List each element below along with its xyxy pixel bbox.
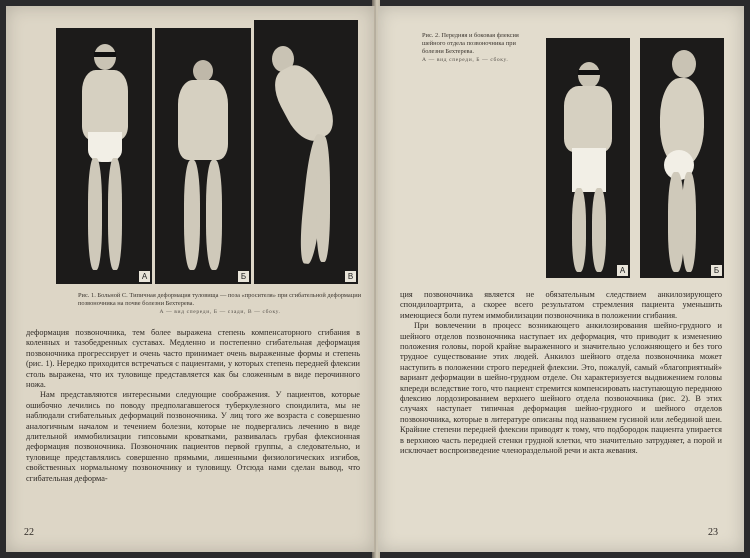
right-paragraph-1: ция позвоночника является не обязательным следствием анкилозирующего спондилоартрита, а скорее всего результатом стремления пациента уменьшить имеющиеся боли путем иммобилизации позвоночника в положении сгибания.	[400, 290, 722, 320]
figure1-label-a: А	[139, 271, 150, 282]
figure2-photo-side	[640, 38, 724, 278]
right-body-text	[400, 290, 722, 457]
figure1-photo-back	[155, 28, 251, 284]
figure1-caption-text: Рис. 1. Больной С. Типичная деформация туловища — поза «просителя» при сгибательной деформации позвоночника на почве болезни Бехтерева.	[78, 292, 362, 307]
figure1-caption-views: А — вид спереди, Б — сзади, В — сбоку.	[159, 309, 281, 315]
figure1-photo-front	[56, 28, 152, 284]
figure2-caption-views: А — вид спереди, Б — сбоку.	[422, 57, 509, 63]
left-page	[6, 6, 375, 552]
figure2-photo-front	[546, 38, 630, 278]
figure1-label-c: В	[345, 271, 356, 282]
right-paragraph-2: При вовлечении в процесс возникающего анкилозирования шейно-грудного и шейного отделов позвоночника наступает их деформация, что приводит к изменению положения головы, порой крайне выраженного и значительно усложняющего и без того трудное существование этих людей. Анкилоз шейного отдела позвоночника может наступить в положении строго передней флексии. Это, пожалуй, самый «благоприятный» вариант деформации в шейно-грудном отделе. Он характеризуется выдвижением головы кпереди вследствие того, что пациент стремится компенсировать наступающую переднюю флексию лордозированием верхнего шейного отдела позвоночника (рис. 2). В этих случаях наступает типичная деформация шейно-грудного и шейного отделов позвоночника, которые в литературе описаны под названием гусиной или лебединой шеи. Крайние степени передней флексии приводят к тому, что подбородок пациента упирается в верхнюю часть передней стенки грудной клетки, что значительно затрудняет, а порой и исключает воспроизведение членораздельной речи и акта жевания.	[400, 321, 722, 456]
left-paragraph-1: деформация позвоночника, тем более выражена степень компенсаторного сгибания в коленных и тазобедренных суставах. Медленно и постепенно сгибательная деформация позвоночника прогрессирует и очень часто принимает очень выраженные формы и степень (рис. 1). Нередко приходится встречаться с пациентами, у которых степень передней флексии столь выражена, что их туловище представляется как бы сложенным в виде перочинного ножа.	[26, 328, 360, 390]
figure2-caption-text: Рис. 2. Передняя и боковая флексия шейного отдела позвоночника при болезни Бехтерева.	[422, 32, 519, 55]
page-number-right: 23	[708, 527, 718, 538]
figure2-label-a: А	[617, 265, 628, 276]
figure1-photo-side	[254, 20, 358, 284]
figure1-caption	[78, 292, 362, 316]
left-body-text	[26, 328, 360, 484]
figure2-label-b: Б	[711, 265, 722, 276]
figure2-caption	[422, 32, 522, 64]
figure1-label-b: Б	[238, 271, 249, 282]
right-page	[378, 6, 744, 552]
page-number-left: 22	[24, 527, 34, 538]
left-paragraph-2: Нам представляются интересными следующие соображения. У пациентов, которые ошибочно лечились по поводу предполагавшегося туберкулезного спондилита, мы не наблюдали сгибательных деформаций позвоночника. У лиц того же возраста с совершенно аналогичным началом и течением болезни, которые не подвергались лечению в виде длительной иммобилизации гипсовыми кроватками, развивалась грубая флексионная деформация позвоночника. Позвоночник пациентов первой группы, а следовательно, и туловище представлялись совершенно прямыми, лишенными физиологических изгибов, свойственных нормальному позвоночнику и туловищу. Отсюда нами сделан вывод, что сгибательная деформа-	[26, 390, 360, 483]
